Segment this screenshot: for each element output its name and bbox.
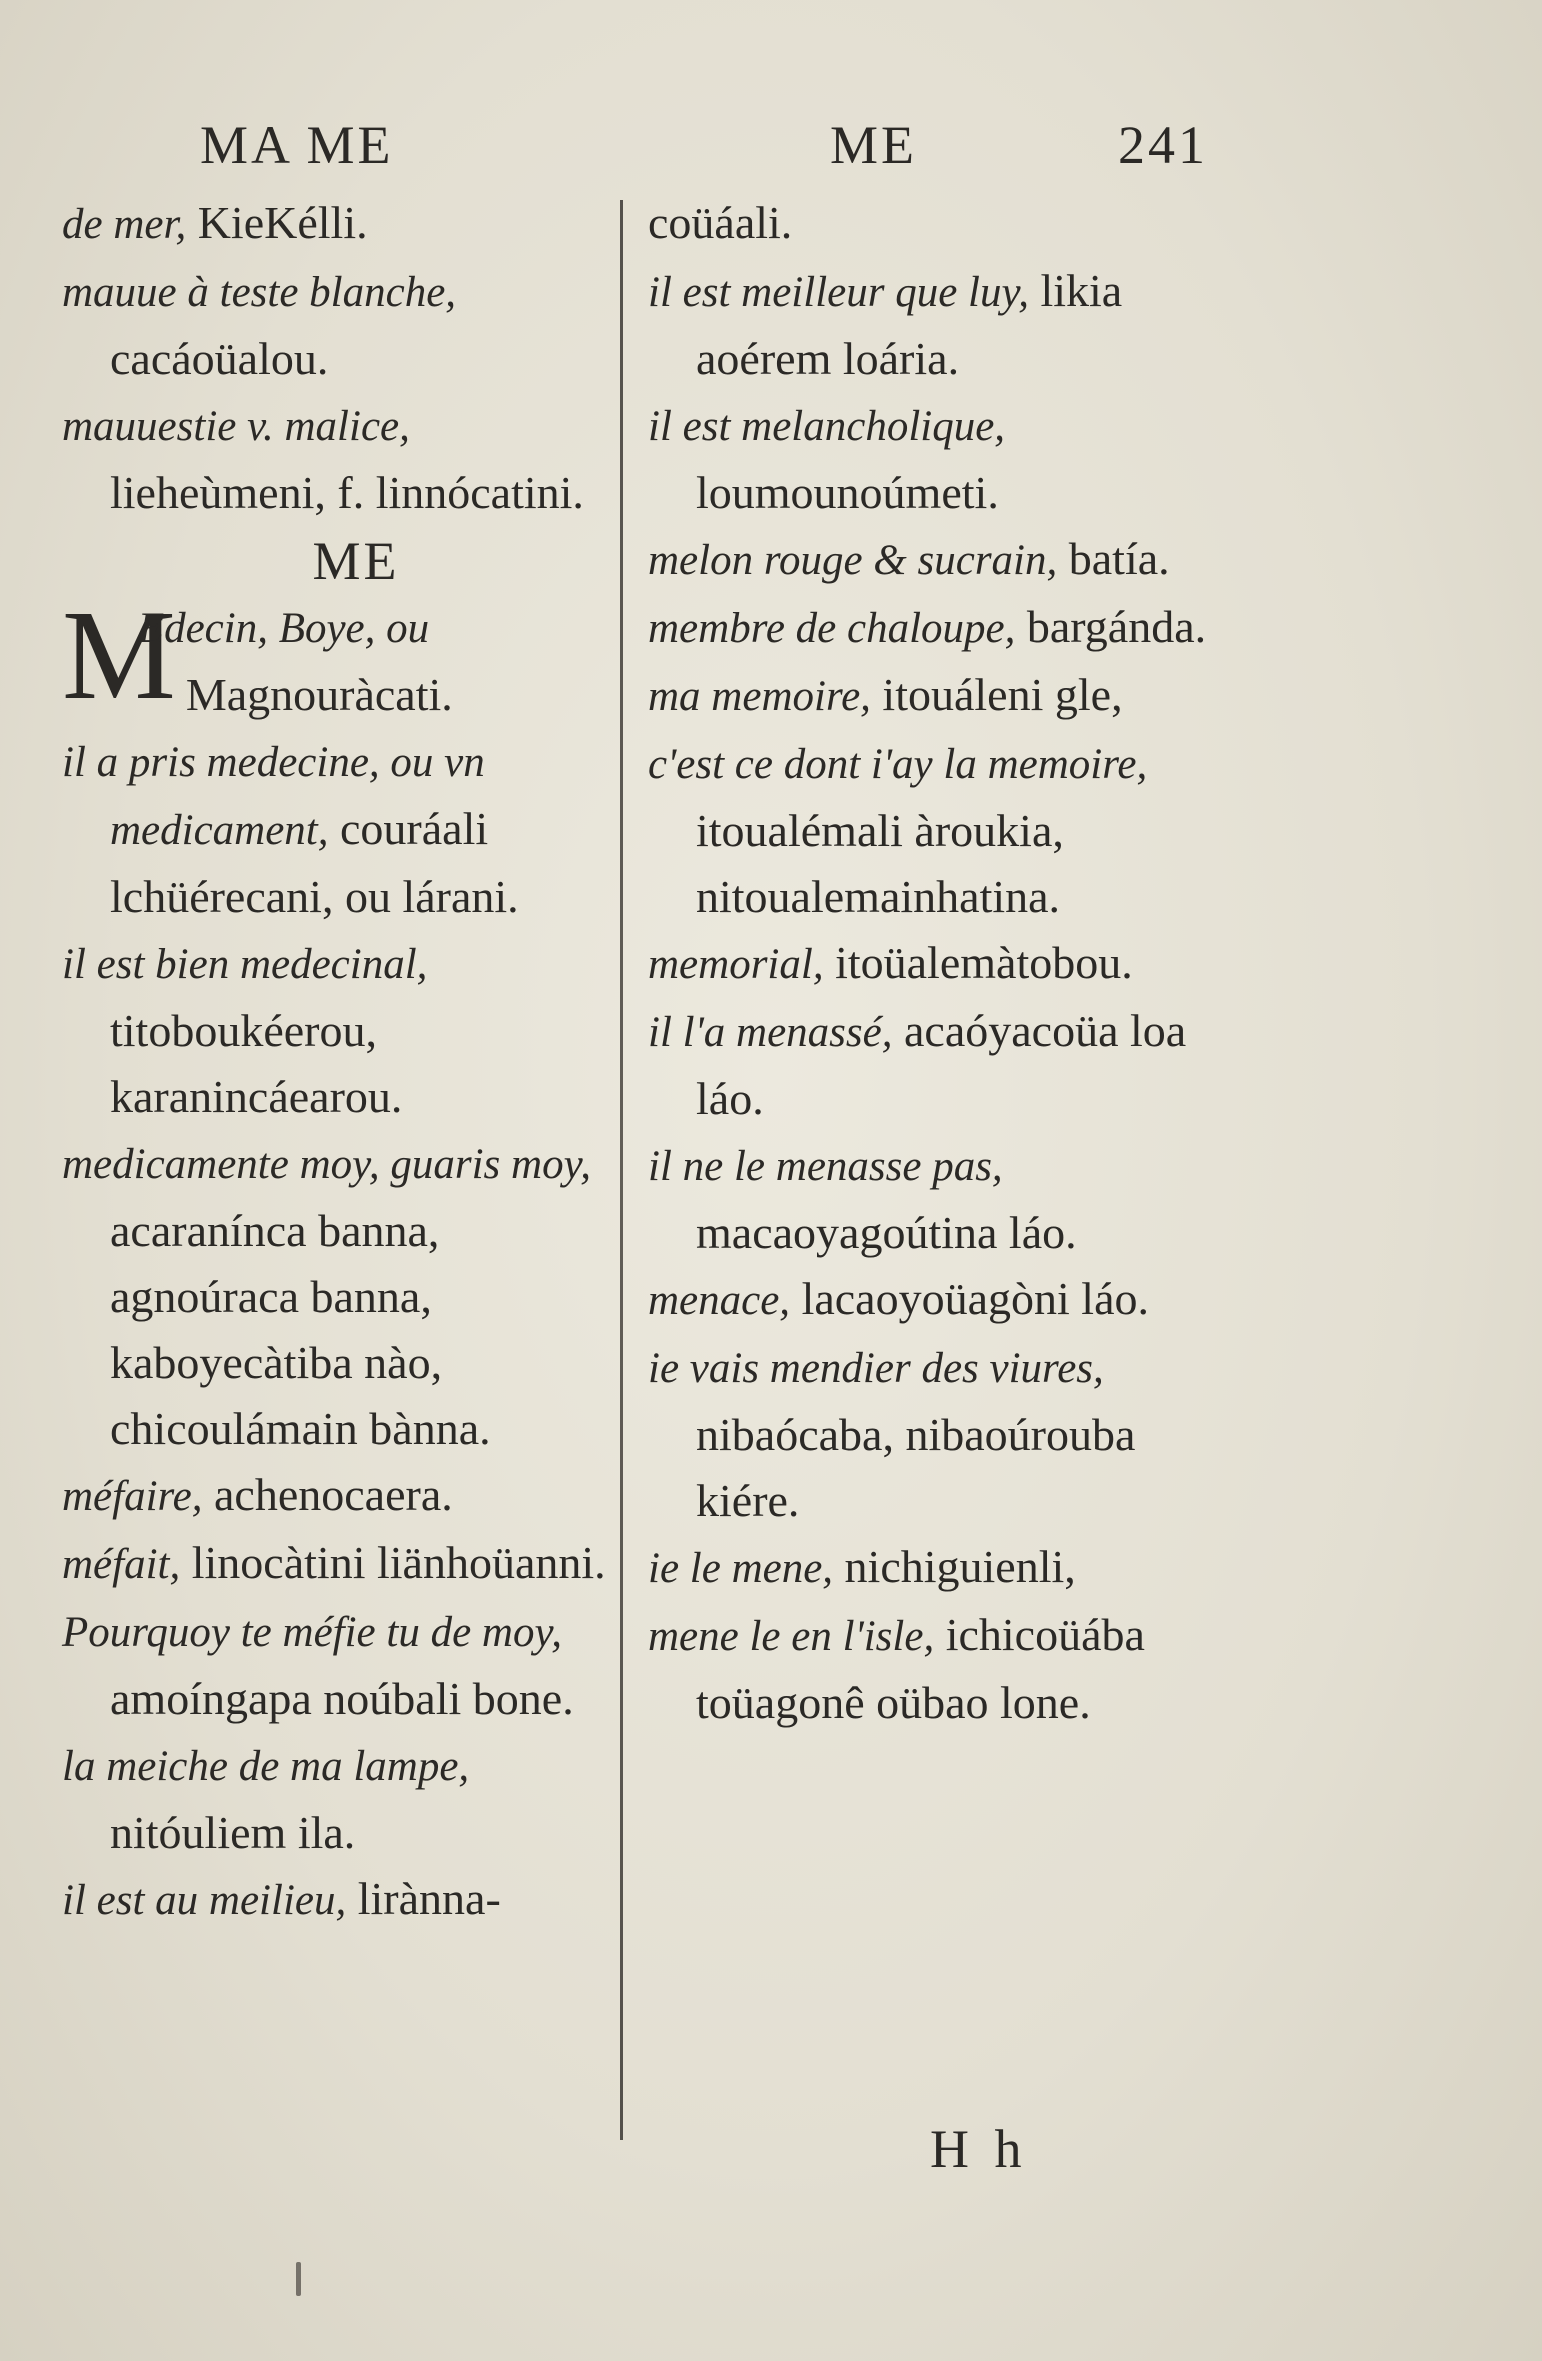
dropcap-initial: M [62,584,176,726]
dictionary-entry [648,594,1234,662]
dictionary-entry [648,662,1234,730]
entry-definition: acaóyacoüa loa láo. [696,1005,1187,1124]
entry-term: membre de chaloupe, [648,605,1016,652]
entry-term: la meiche de ma lampe, [62,1743,470,1790]
entry-definition: cacáoüalou. [110,333,329,384]
entry-definition: titoboukéerou, karanincáearou. [110,1005,403,1122]
dictionary-entry [648,1602,1234,1736]
entry-definition: couráali lchüérecani, ou lárani. [110,803,519,922]
dictionary-entry [648,258,1234,392]
entry-term: ma memoire, [648,673,871,720]
entry-definition: acaranínca banna, agnoúraca banna, kaboyecàtiba nào, chicoulámain bànna. [110,1205,491,1454]
entry-term: il a pris medecine, ou vn medicament, [62,739,485,854]
entry-term: de mer, [62,201,187,248]
signature-mark: H h [930,2119,1028,2179]
entry-term: il l'a menassé, [648,1009,893,1056]
entry-definition: Magnouràcati. [185,669,453,720]
dictionary-entry [648,1132,1234,1266]
entry-term: il est melancholique, [648,403,1006,450]
entry-term: ie vais mendier des viures, [648,1345,1104,1392]
entry-definition: ichicoüába toüagonê oübao lone. [696,1609,1145,1728]
dictionary-entry [62,1130,610,1462]
entry-definition: nitóuliem ila. [110,1807,356,1858]
entry-definition: achenocaera. [202,1469,453,1520]
entry-term: mene le en l'isle, [648,1613,935,1660]
left-column [62,190,610,1934]
entry-term: il ne le menasse pas, [648,1143,1003,1190]
entry-definition: lieheùmeni, f. linnócatini. [110,467,584,518]
dictionary-entry [62,258,610,392]
dictionary-entry [648,190,1234,258]
dictionary-entry [648,730,1234,930]
entry-term: ie le mene, [648,1545,834,1592]
left-section-entries [62,584,610,1934]
entry-term: mauue à teste blanche, [62,269,457,316]
entry-term: méfait, [62,1541,181,1588]
dictionary-entry [648,1266,1234,1334]
dictionary-entry [648,526,1234,594]
right-entries [648,190,1234,1736]
dictionary-entry [62,1866,610,1934]
entry-term: memorial, [648,941,824,988]
dictionary-entry [62,190,610,258]
running-head-left: MA ME [200,115,394,175]
dictionary-entry [62,930,610,1130]
entry-definition: itoüalemàtobou. [823,937,1133,988]
entry-term: Pourquoy te méfie tu de moy, [62,1609,562,1656]
entry-definition: lacaoyoüagòni láo. [790,1273,1149,1324]
entry-term: Edecin, Boye, ou [137,605,430,652]
entry-term: il est bien medecinal, [62,941,428,988]
entry-definition: nichiguienli, [833,1541,1076,1592]
dictionary-entry [648,392,1234,526]
dictionary-entry [62,1732,610,1866]
dictionary-entry [62,1598,610,1732]
entry-term: c'est ce dont i'ay la memoire, [648,741,1148,788]
dictionary-entry [62,728,610,930]
running-head-center: ME [830,115,917,175]
column-divider-rule [620,200,623,2140]
dictionary-entry [62,392,610,526]
entry-definition: KieKélli. [186,197,368,248]
ornament-mark [296,2262,301,2296]
entry-definition: loumounoúmeti. [696,467,999,518]
entry-definition: linocàtini liänhoüanni. [180,1537,606,1588]
entry-term: il est meilleur que luy, [648,269,1029,316]
entry-definition: nibaócaba, nibaoúrouba kiére. [696,1409,1136,1526]
entry-term: mauuestie v. malice, [62,403,410,450]
entry-definition: coüáali. [648,197,793,248]
left-pre-entries [62,190,610,526]
entry-definition: bargánda. [1015,601,1207,652]
entry-definition: lirànna- [346,1873,501,1924]
entry-definition: batía. [1057,533,1170,584]
right-column [648,190,1234,1736]
section-title: ME [312,531,400,591]
page-number: 241 [1118,115,1208,175]
entry-definition: amoíngapa noúbali bone. [110,1673,574,1724]
entry-definition: macaoyagoútina láo. [696,1207,1077,1258]
dictionary-entry [62,1530,610,1598]
entry-term: il est au meilieu, [62,1877,347,1924]
dictionary-entry [62,1462,610,1530]
entry-definition: likia aoérem loária. [696,265,1123,384]
entry-term: melon rouge & sucrain, [648,537,1058,584]
entry-term: méfaire, [62,1473,203,1520]
dictionary-entry [648,1534,1234,1602]
entry-definition: itoualémali àroukia, nitoualemainhatina. [696,805,1064,922]
dictionary-entry [648,1334,1234,1534]
entry-term: medicamente moy, guaris moy, [62,1141,592,1188]
entry-definition: itouáleni gle, [870,669,1123,720]
dictionary-entry [648,998,1234,1132]
entry-term: menace, [648,1277,791,1324]
dictionary-entry [648,930,1234,998]
